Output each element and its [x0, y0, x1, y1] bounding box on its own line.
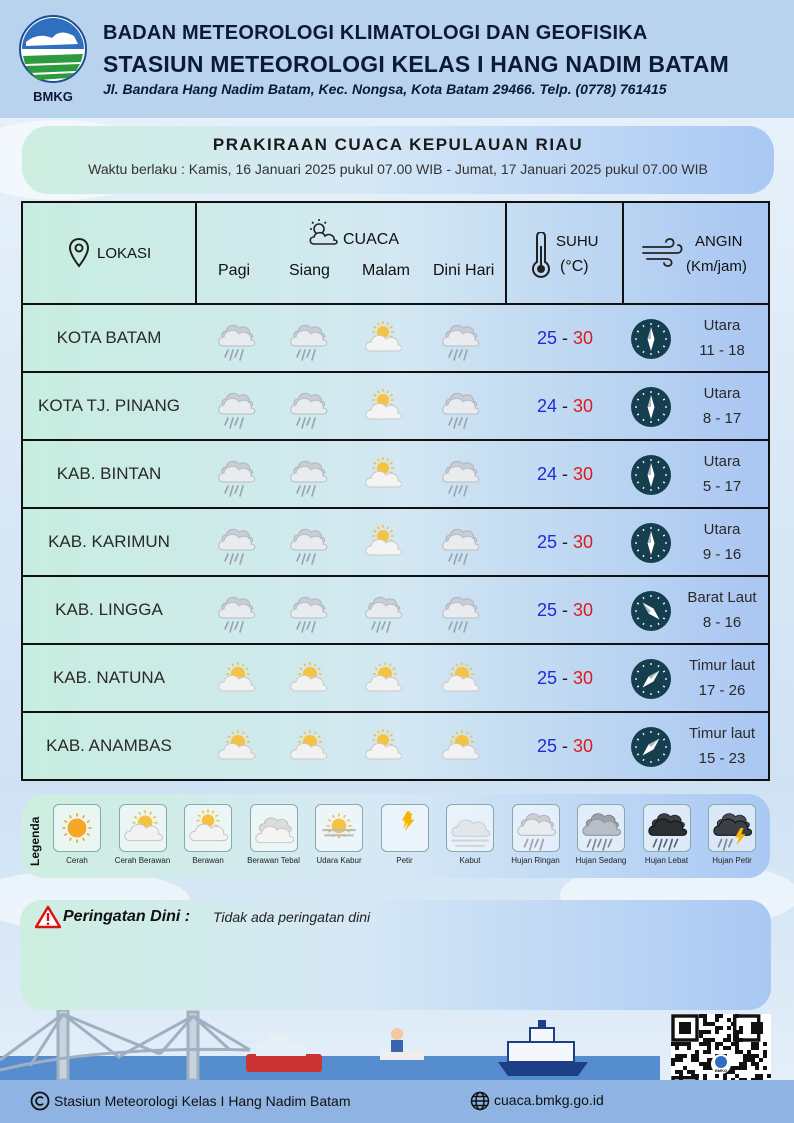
berawan-tebal-icon: [251, 805, 297, 851]
hujan-ringan-icon: [286, 589, 330, 633]
berawan-icon: [361, 453, 405, 497]
legend-label: Berawan Tebal: [247, 856, 300, 865]
hujan-ringan-icon: [214, 317, 258, 361]
wind-compass-icon: [630, 726, 672, 768]
legend-label: Berawan: [192, 856, 224, 865]
temperature-range: 24 - 30: [536, 464, 594, 484]
location-name: KAB. ANAMBAS: [46, 736, 172, 755]
wind-speed: 11 - 18: [699, 342, 745, 359]
temperature-range: 25 - 30: [536, 736, 594, 756]
legend-title-text: Legenda: [28, 816, 42, 866]
header-suhu: SUHU: [556, 233, 599, 250]
column-divider: [505, 203, 507, 303]
legend-icon-box: [184, 804, 232, 852]
legend-item: [634, 804, 700, 865]
footer-copyright: Stasiun Meteorologi Kelas I Hang Nadim Batam: [54, 1093, 351, 1109]
wind-compass-icon: [630, 318, 672, 360]
ferry-illustration: [498, 1020, 588, 1076]
table-header: [23, 203, 768, 305]
wind-direction: Timur laut: [688, 725, 756, 742]
title-box: [22, 126, 774, 194]
hujan-ringan-icon: [361, 589, 405, 633]
temperature-range: 24 - 30: [536, 396, 594, 416]
berawan-icon: [361, 385, 405, 429]
temp-max: 30: [573, 600, 594, 620]
berawan-icon: [361, 521, 405, 565]
wind-compass-icon: [630, 454, 672, 496]
temp-min: 24: [536, 396, 557, 416]
harbor-illustration: [0, 1010, 660, 1082]
hujan-ringan-icon: [214, 385, 258, 429]
legend-item: [110, 804, 176, 865]
wind-speed: 5 - 17: [702, 478, 742, 495]
legend-item: [568, 804, 634, 865]
location-pin-icon: [68, 237, 90, 269]
temp-max: 30: [573, 668, 594, 688]
legend-icon-box: [315, 804, 363, 852]
hujan-ringan-icon: [214, 453, 258, 497]
location-name: KAB. BINTAN: [56, 464, 162, 483]
hujan-lebat-icon: [644, 805, 690, 851]
legend-icon-box: [512, 804, 560, 852]
globe-icon: [470, 1091, 490, 1111]
header-period-malam: Malam: [362, 262, 411, 279]
hujan-ringan-icon: [286, 521, 330, 565]
wind-speed: 9 - 16: [702, 546, 742, 563]
temp-min: 25: [536, 736, 557, 756]
hujan-ringan-icon: [214, 521, 258, 565]
validity-period: Waktu berlaku : Kamis, 16 Januari 2025 pukul 07.00 WIB - Jumat, 17 Januari 2025 pukul 07.00 WIB: [88, 161, 708, 177]
legend-item: [44, 804, 110, 865]
table-row: [23, 305, 768, 373]
wind-speed: 8 - 17: [702, 410, 742, 427]
header-lokasi: LOKASI: [97, 245, 152, 262]
legend-label: Kabut: [459, 856, 481, 865]
header-period-dini-hari: Dini Hari: [433, 262, 495, 279]
legend-item: [306, 804, 372, 865]
berawan-icon: [185, 805, 231, 851]
legend-item: [175, 804, 241, 865]
hujan-ringan-icon: [438, 453, 482, 497]
bmkg-logo-icon: [18, 14, 88, 106]
temp-max: 30: [573, 396, 594, 416]
location-name: KAB. LINGGA: [55, 600, 163, 619]
org-address: Jl. Bandara Hang Nadim Batam, Kec. Nongsa, Kota Batam 29466. Telp. (0778) 761415: [103, 81, 667, 97]
wind-direction: Timur laut: [688, 657, 756, 674]
legend-label: Hujan Sedang: [575, 856, 627, 865]
legend-item: [437, 804, 503, 865]
temperature-range: 25 - 30: [536, 328, 594, 348]
hujan-petir-icon: [709, 805, 755, 851]
legend-icon-box: [119, 804, 167, 852]
header-suhu-unit: (°C): [560, 258, 589, 275]
legend-icon-box: [53, 804, 101, 852]
legend-label: Petir: [396, 856, 413, 865]
temperature-range: 25 - 30: [536, 532, 594, 552]
legend-icon-box: [250, 804, 298, 852]
legend-label: Cerah Berawan: [114, 856, 171, 865]
cerah-berawan-icon: [286, 657, 330, 701]
berawan-icon: [361, 725, 405, 769]
wind-compass-icon: [630, 522, 672, 564]
cerah-icon: [54, 805, 100, 851]
legend-item: [503, 804, 569, 865]
org-name-line1: BADAN METEOROLOGI KLIMATOLOGI DAN GEOFISIKA: [103, 22, 648, 44]
wind-direction: Utara: [703, 385, 741, 402]
wind-speed: 8 - 16: [702, 614, 742, 631]
petir-icon: [382, 805, 428, 851]
hujan-ringan-icon: [286, 317, 330, 361]
qr-logo-text: BMKG: [714, 1068, 728, 1073]
hujan-ringan-icon: [438, 589, 482, 633]
cerah-berawan-icon: [214, 725, 258, 769]
legend-label: Cerah: [66, 856, 88, 865]
temperature-range: 25 - 30: [536, 668, 594, 688]
wind-direction: Utara: [703, 453, 741, 470]
table-row: [23, 373, 768, 441]
temp-min: 25: [536, 328, 557, 348]
temp-max: 30: [573, 328, 594, 348]
legend-title: [26, 804, 44, 868]
hujan-ringan-icon: [286, 385, 330, 429]
thermometer-icon: [530, 232, 552, 280]
legend-label: Udara Kabur: [316, 856, 362, 865]
wind-icon: [641, 235, 685, 269]
temperature-range: 25 - 30: [536, 600, 594, 620]
cerah-berawan-icon: [286, 725, 330, 769]
header-angin-unit: (Km/jam): [686, 258, 747, 275]
legend-icon-box: [577, 804, 625, 852]
wind-speed: 15 - 23: [698, 750, 746, 767]
legend-label: Hujan Ringan: [511, 856, 560, 865]
temp-min: 25: [536, 668, 557, 688]
cerah-berawan-icon: [438, 725, 482, 769]
location-name: KOTA BATAM: [56, 328, 162, 347]
header-angin: ANGIN: [695, 233, 743, 250]
temp-min: 24: [536, 464, 557, 484]
wind-direction: Utara: [703, 521, 741, 538]
early-warning-box: [20, 900, 771, 1010]
cerah-berawan-icon: [214, 657, 258, 701]
temp-max: 30: [573, 532, 594, 552]
hujan-ringan-icon: [438, 521, 482, 565]
legend-label: Hujan Petir: [712, 856, 752, 865]
header: [0, 0, 794, 118]
legend-icon-box: [381, 804, 429, 852]
table-row: [23, 441, 768, 509]
legend-icon-box: [446, 804, 494, 852]
cerah-berawan-icon: [438, 657, 482, 701]
ship-illustration: [246, 1034, 322, 1072]
cerah-berawan-icon: [361, 657, 405, 701]
wind-speed: 17 - 26: [698, 682, 746, 699]
copyright-icon: [30, 1091, 50, 1111]
hujan-ringan-icon: [438, 385, 482, 429]
temp-max: 30: [573, 464, 594, 484]
hujan-ringan-icon: [286, 453, 330, 497]
location-name: KOTA TJ. PINANG: [37, 396, 180, 415]
location-name: KAB. KARIMUN: [48, 532, 170, 551]
page-title: PRAKIRAAN CUACA KEPULAUAN RIAU: [212, 135, 584, 154]
kabut-icon: [447, 805, 493, 851]
hujan-ringan-icon: [513, 805, 559, 851]
table-row: [23, 509, 768, 577]
column-divider: [622, 203, 624, 303]
udara-kabur-icon: [316, 805, 362, 851]
location-name: KAB. NATUNA: [52, 668, 166, 687]
hujan-ringan-icon: [438, 317, 482, 361]
table-row: [23, 713, 768, 781]
hujan-ringan-icon: [214, 589, 258, 633]
warning-label: Peringatan Dini :: [63, 908, 191, 925]
footer-website-link[interactable]: cuaca.bmkg.go.id: [494, 1092, 604, 1108]
legend-item: [241, 804, 307, 865]
column-divider: [195, 203, 197, 303]
header-period-siang: Siang: [289, 262, 330, 279]
wind-compass-icon: [630, 590, 672, 632]
wind-direction: Utara: [703, 317, 741, 334]
warning-icon: [35, 905, 61, 929]
temp-min: 25: [536, 532, 557, 552]
header-cuaca: CUACA: [343, 231, 400, 248]
header-period-pagi: Pagi: [218, 262, 251, 279]
temp-max: 30: [573, 736, 594, 756]
org-name-line2: STASIUN METEOROLOGI KELAS I HANG NADIM BATAM: [103, 51, 729, 77]
table-row: [23, 645, 768, 713]
wind-compass-icon: [630, 658, 672, 700]
fisherman-illustration: [380, 1028, 424, 1060]
forecast-table: [21, 201, 770, 781]
wind-direction: Barat Laut: [687, 589, 757, 606]
hujan-sedang-icon: [578, 805, 624, 851]
legend-icon-box: [643, 804, 691, 852]
berawan-icon: [361, 317, 405, 361]
table-row: [23, 577, 768, 645]
legend: [22, 794, 770, 878]
logo-text: BMKG: [33, 89, 73, 104]
legend-label: Hujan Lebat: [644, 856, 689, 865]
legend-icon-box: [708, 804, 756, 852]
footer: [0, 1080, 794, 1123]
weather-header-icon: [306, 218, 340, 248]
cerah-berawan-icon: [120, 805, 166, 851]
legend-item: [699, 804, 765, 865]
wind-compass-icon: [630, 386, 672, 428]
warning-text: Tidak ada peringatan dini: [213, 909, 371, 925]
temp-min: 25: [536, 600, 557, 620]
legend-item: [372, 804, 438, 865]
